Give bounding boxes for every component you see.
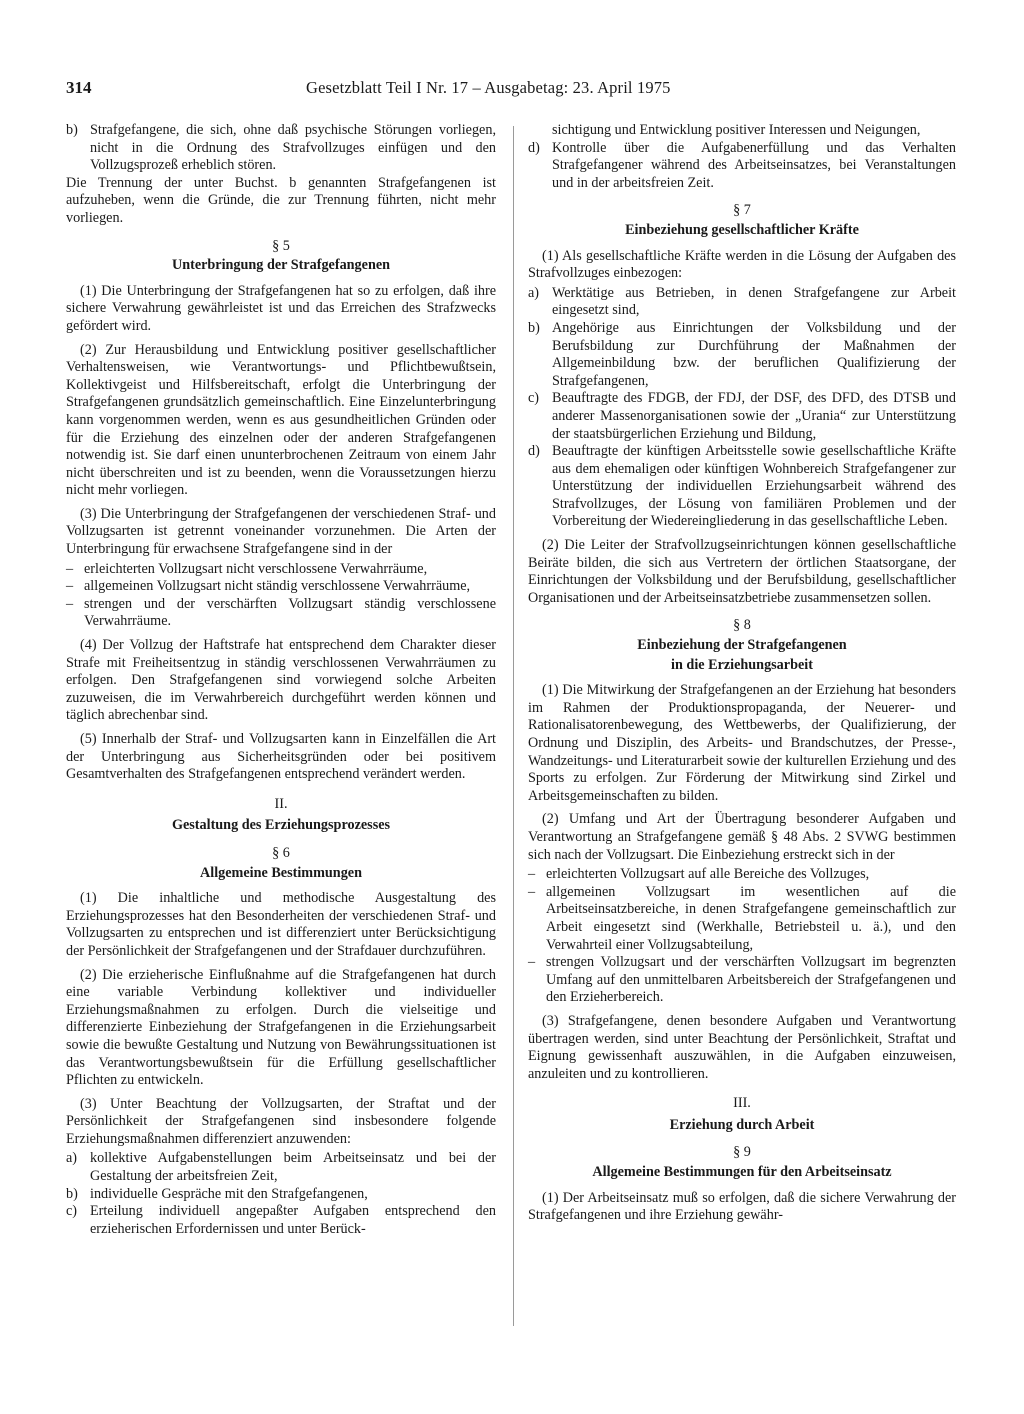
dash-item bbox=[66, 561, 496, 579]
chapter-number: III. bbox=[733, 1095, 751, 1112]
list-text: allgemeinen Vollzugsart nicht ständig verschlossene Verwahrräume, bbox=[84, 578, 471, 595]
paragraph: (2) Die erzieherische Einflußnahme auf die Strafgefangenen hat durch eine variable Verbindung kollektiver und individueller Erziehungsmaßnahmen zu erfolgen. Durch die vielseitige und differenzierte Einbeziehung der Strafgefangenen in die Erziehungsarbeit sowie die bewußte Gestaltung und Nutzung von Bewährungssituationen ist das Verantwortungsbewußtsein für die Erfüllung gesellschaftlicher Pflichten zu entwickeln. bbox=[66, 966, 496, 1089]
list-item bbox=[528, 443, 956, 531]
dash-marker: – bbox=[528, 883, 536, 900]
paragraph: (2) Die Leiter der Strafvollzugseinrichtungen können gesellschaftliche Beiräte bilden, die sich aus Vertretern der örtlichen Staatsorgane, der Einrichtungen der Volksbildung und der Berufsbildung, gesellschaftlicher Organisationen und der Arbeitseinsatzbetriebe zusammensetzen sollen. bbox=[528, 537, 956, 606]
list-text: Beauftragte des FDGB, der FDJ, der DSF, des DFD, des DTSB und anderer Massenorganisationen sowie der „Urania“ zur Unterstützung der staatsbürgerlichen Erziehung und Bildung, bbox=[552, 390, 956, 442]
list-item bbox=[528, 122, 956, 140]
dash-marker: – bbox=[528, 866, 536, 883]
dash-marker: – bbox=[66, 560, 74, 577]
list-item bbox=[528, 285, 956, 320]
chapter-heading: Gestaltung des Erziehungsprozesses bbox=[171, 817, 391, 834]
list-text: erleichterten Vollzugsart nicht verschlossene Verwahrräume, bbox=[84, 560, 428, 577]
paragraph: (2) Umfang und Art der Übertragung besonderer Aufgaben und Verantwortung an Strafgefangene gemäß § 48 Abs. 2 SVWG bestimmen sich nach der Vollzugsart. Die Einbeziehung erstreckt sich in der bbox=[528, 811, 956, 863]
column-divider bbox=[513, 126, 514, 1326]
list-item bbox=[66, 1150, 496, 1185]
chapter-number: II. bbox=[274, 795, 288, 812]
paragraph: (4) Der Vollzug der Haftstrafe hat entsprechend dem Charakter dieser Strafe mit Freiheitsentzug in ständig verschlossenen Verwahrräumen zu erfolgen. Den Strafgefangenen sind vorwiegend solche Arbeiten zuzuweisen, die im Verwahrbereich durchgeführt werden können und täglich abrechenbar sind. bbox=[66, 637, 496, 724]
paragraph: (3) Strafgefangene, denen besondere Aufgaben und Verantwortung übertragen werden, sind unter Beachtung der Persönlichkeit, Straftat und Eignung gewissenhaft auszuwählen, in die Aufgaben einzuweisen, anzuleiten und zu kontrollieren. bbox=[528, 1012, 956, 1082]
list-text: Werktätige aus Betrieben, in denen Strafgefangene zur Arbeit eingesetzt sind, bbox=[552, 284, 956, 319]
list-marker: c) bbox=[66, 1203, 78, 1220]
list-marker: a) bbox=[528, 284, 540, 301]
section-heading: Allgemeine Bestimmungen bbox=[200, 864, 362, 881]
paragraph: Die Trennung der unter Buchst. b genannten Strafgefangenen ist aufzuheben, wenn die Gründe, die zur Trennung führten, nicht mehr vorliegen. bbox=[66, 174, 496, 226]
list-marker: d) bbox=[528, 139, 540, 156]
list-text: erleichterten Vollzugsart auf alle Bereiche des Vollzuges, bbox=[546, 866, 870, 883]
dash-item bbox=[528, 866, 956, 884]
paragraph: (1) Die inhaltliche und methodische Ausgestaltung des Erziehungsprozesses hat den Besonderheiten der verschiedenen Straf- und Vollzugsarten zu entsprechen und ist differenziert unter Berücksichtigung der Persönlichkeit der Strafgefangenen und der Strafdauer durchzuführen. bbox=[66, 890, 496, 959]
list-item bbox=[66, 1186, 496, 1204]
section-number: § 8 bbox=[733, 617, 751, 634]
list-item bbox=[528, 320, 956, 390]
list-item bbox=[528, 140, 956, 193]
section-heading: Unterbringung der Strafgefangenen bbox=[171, 257, 391, 274]
paragraph: (1) Als gesellschaftliche Kräfte werden in die Lösung der Aufgaben des Strafvollzuges einbezogen: bbox=[528, 247, 956, 282]
section-heading: Allgemeine Bestimmungen für den Arbeitseinsatz bbox=[592, 1164, 892, 1181]
dash-item bbox=[66, 596, 496, 631]
list-text: Erteilung individuell angepaßter Aufgaben entsprechend den erzieherischen Erfordernissen und unter Berück- bbox=[90, 1203, 496, 1237]
section-heading: Einbeziehung gesellschaftlicher Kräfte bbox=[625, 221, 859, 238]
paragraph: (1) Der Arbeitseinsatz muß so erfolgen, daß die sichere Verwahrung der Strafgefangenen und ihre Erziehung gewähr- bbox=[528, 1189, 956, 1224]
paragraph: (5) Innerhalb der Straf- und Vollzugsarten kann in Einzelfällen die Art der Unterbringung aus Sicherheitsgründen oder bei positivem Gesamtverhalten des Strafgefangenen entsprechend verändert werden. bbox=[66, 731, 496, 783]
list-marker: b) bbox=[66, 1185, 78, 1202]
dash-marker: – bbox=[66, 595, 74, 612]
right-column bbox=[528, 122, 956, 1231]
list-marker: c) bbox=[528, 390, 540, 407]
dash-item bbox=[528, 884, 956, 954]
list-text: Beauftragte der künftigen Arbeitsstelle sowie gesellschaftliche Kräfte aus dem ehemaligen oder künftigen Wohnbereich Strafgefangener zur Unterstützung der individuellen Erziehungsarbeit während des Strafvollzuges, der Lösung von familiären Problemen und der Vorbereitung der Wiedereingliederung in das gesellschaftliche Leben. bbox=[552, 443, 956, 530]
list-text: strengen und der verschärften Vollzugsart ständig verschlossene Verwahrräume. bbox=[84, 595, 496, 630]
paragraph: (1) Die Mitwirkung der Strafgefangenen an der Erziehung hat besonders im Rahmen der Produktionspropaganda, der Neuerer- und Rationalisatorenbewegung, des Wettbewerbs, der Qualifizierung, der Ordnung und Disziplin, des Arbeits- und Brandschutzes, der Presse-, Wandzeitungs- und Literaturarbeit sowie der kulturellen Erziehung und des Sports zu erfolgen. Zur Förderung der Mitwirkung sind Zirkel und Arbeitsgemeinschaften zu bilden. bbox=[528, 682, 956, 804]
section-number: § 7 bbox=[733, 202, 751, 219]
dash-marker: – bbox=[66, 578, 74, 595]
list-marker: d) bbox=[528, 443, 540, 460]
list-marker: b) bbox=[66, 122, 78, 138]
section-heading-cont: in die Erziehungsarbeit bbox=[671, 656, 813, 673]
section-heading: Einbeziehung der Strafgefangenen bbox=[637, 637, 847, 654]
list-item bbox=[66, 122, 496, 175]
dash-item bbox=[66, 578, 496, 596]
left-column bbox=[66, 122, 496, 1238]
paragraph: (1) Die Unterbringung der Strafgefangenen hat so zu erfolgen, daß ihre sichere Verwahrung gewährleistet ist und das Erreichen des Strafzwecks gefördert wird. bbox=[66, 282, 496, 334]
list-marker: b) bbox=[528, 319, 540, 336]
list-text: individuelle Gespräche mit den Strafgefangenen, bbox=[90, 1185, 368, 1202]
list-marker bbox=[528, 122, 552, 140]
page-number: 314 bbox=[66, 78, 92, 97]
list-text: Angehörige aus Einrichtungen der Volksbildung und der Berufsbildung zur Durchführung der Maßnahmen der Allgemeinbildung bzw. der beruflichen Qualifizierung der Strafgefangenen, bbox=[552, 319, 956, 389]
dash-item bbox=[528, 954, 956, 1007]
page-header bbox=[66, 78, 946, 102]
list-marker: a) bbox=[66, 1150, 78, 1167]
paragraph: (3) Unter Beachtung der Vollzugsarten, der Straftat und der Persönlichkeit der Strafgefangenen sind insbesondere folgende Erziehungsmaßnahmen differenziert anzuwenden: bbox=[66, 1095, 496, 1147]
list-text: kollektive Aufgabenstellungen beim Arbeitseinsatz und bei der Gestaltung der arbeitsfreien Zeit, bbox=[90, 1150, 496, 1185]
paragraph: (2) Zur Herausbildung und Entwicklung positiver gesellschaftlicher Verhaltensweisen, wie Verantwortungs- und Pflichtbewußtsein, Kollektivgeist und Hilfsbereitschaft, erfolgt die Unterbringung der Strafgefangenen grundsätzlich gemeinschaftlich. Eine Einzelunterbringung kann vorgenommen werden, wenn es aus gesundheitlichen Gründen oder für die Erziehung des einzelnen oder der anderen Strafgefangenen notwendig ist. Sie darf einen ununterbrochenen Zeitraum von einem Jahr nicht überschreiten und ist zu beenden, wenn die Voraussetzungen hierzu nicht mehr vorliegen. bbox=[66, 341, 496, 499]
list-text: strengen Vollzugsart und der verschärften Vollzugsart im begrenzten Umfang auf den unmittelbaren Arbeitsbereich der Strafgefangenen und den Erzieherbereich. bbox=[546, 954, 956, 1006]
chapter-heading: Erziehung durch Arbeit bbox=[669, 1116, 815, 1133]
list-item bbox=[528, 390, 956, 443]
dash-marker: – bbox=[528, 954, 536, 971]
section-number: § 6 bbox=[272, 844, 290, 861]
section-number: § 9 bbox=[733, 1144, 751, 1161]
list-text: Kontrolle über die Aufgabenerfüllung und das Verhalten Strafgefangener während des Arbeitseinsatzes, bei Veranstaltungen und in der arbeitsfreien Zeit. bbox=[552, 139, 956, 191]
list-text: Strafgefangene, die sich, ohne daß psychische Störungen vorliegen, nicht in die Ordnung des Strafvollzuges einfügen und den Vollzugsprozeß erheblich stören. bbox=[90, 122, 496, 174]
list-item bbox=[66, 1203, 496, 1238]
list-text: sichtigung und Entwicklung positiver Interessen und Neigungen, bbox=[552, 122, 921, 138]
paragraph: (3) Die Unterbringung der Strafgefangenen der verschiedenen Straf- und Vollzugsarten ist getrennt voneinander vorzunehmen. Die Arten der Unterbringung für erwachsene Strafgefangene sind in der bbox=[66, 505, 496, 558]
list-text: allgemeinen Vollzugsart im wesentlichen auf die Arbeitseinsatzbereiche, in denen Strafgefangene gemeinschaftlich zur Arbeit eingesetzt sind (Werkhalle, Betriebsteil u. ä.), und den Verwahrteil einer Vollzugsabteilung, bbox=[546, 883, 956, 953]
gazette-title: Gesetzblatt Teil I Nr. 17 – Ausgabetag: 23. April 1975 bbox=[306, 78, 671, 97]
section-number: § 5 bbox=[272, 237, 290, 254]
